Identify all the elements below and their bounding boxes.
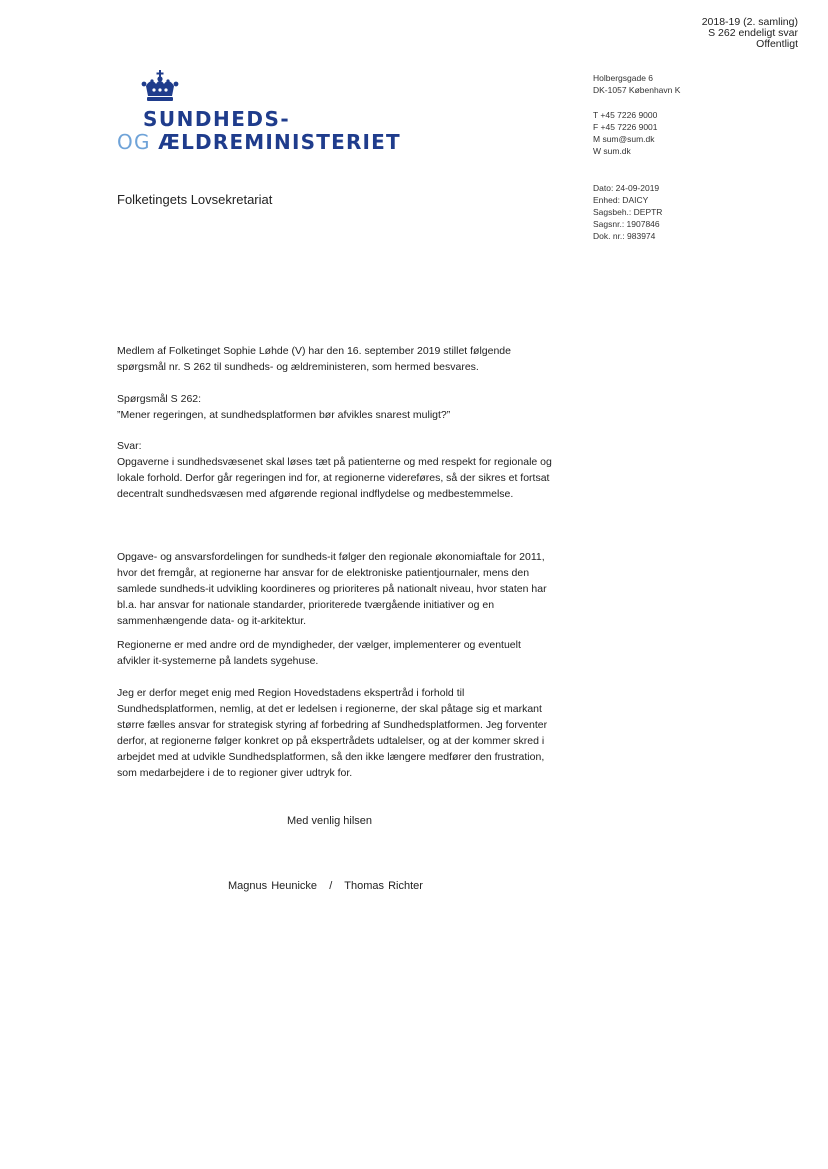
closing-greeting: Med venlig hilsen <box>287 815 372 827</box>
question-text: ”Mener regeringen, at sundhedsplatformen bør afvikles snarest muligt?” <box>117 409 451 421</box>
answer-paragraph-2-wrap <box>117 549 557 629</box>
address-street: Holbergsgade 6 <box>593 73 654 83</box>
answer-label: Svar: <box>117 440 142 452</box>
meta-handler: Sagsbeh.: DEPTR <box>593 207 663 217</box>
stamp-session: 2018-19 (2. samling) <box>701 16 798 28</box>
answer-paragraph-2: Opgave- og ansvarsfordelingen for sundheds-it følger den regionale økonomiaftale for 2011, hvor det fremgår, at regionerne har ansvar for de elektroniske patientjournaler, mens den samlede sundheds-it udvikling koordineres og prioriteres på nationalt niveau, hvor staten har bl.a. har ansvar for nationale standarder, prioriterede tværgående initiativer og en sammenhængende data- og it-arkitektur. <box>117 551 547 627</box>
logo-og-prefix: OG <box>117 130 159 154</box>
logo-text-line1: SUNDHEDS- <box>143 107 291 131</box>
intro-paragraph: Medlem af Folketinget Sophie Løhde (V) har den 16. september 2019 stillet følgende spørgsmål nr. S 262 til sundheds- og ældreministeren, som hermed besvares. <box>117 345 511 373</box>
stamp-visibility: Offentligt <box>756 38 798 50</box>
address-city: DK-1057 København K <box>593 85 681 95</box>
question-block <box>117 391 557 423</box>
contact-mail: M sum@sum.dk <box>593 134 655 144</box>
logo-ministry-name: ÆLDREMINISTERIET <box>158 130 401 154</box>
document-stamp <box>702 17 798 50</box>
answer-paragraph-1: Opgaverne i sundhedsvæsenet skal løses tæt på patienterne og med respekt for regionale og lokale forhold. Derfor går regeringen ind for, at regionerne videreføres, så der sikres et fortsat decentralt sundhedsvæsen med afgørende regional indflydelse og medbestemmelse. <box>117 456 552 500</box>
logo-text-line2 <box>117 130 401 154</box>
body-intro <box>117 343 557 375</box>
meta-doc-number: Dok. nr.: 983974 <box>593 231 656 241</box>
signer-official: Thomas Richter <box>344 880 423 892</box>
case-meta-block <box>593 182 662 242</box>
signer-minister: Magnus Heunicke <box>228 880 318 892</box>
answer-block <box>117 438 557 502</box>
meta-unit: Enhed: DAICY <box>593 195 649 205</box>
meta-case-number: Sagsnr.: 1907846 <box>593 219 660 229</box>
contact-fax: F +45 7226 9001 <box>593 122 658 132</box>
crown-icon <box>140 70 180 106</box>
answer-paragraph-4: Jeg er derfor meget enig med Region Hovedstadens ekspertråd i forhold til Sundhedsplatformen, nemlig, at det er ledelsen i regionerne, der skal påtage sig et markant større fælles ansvar for strategisk styring af forbedring af Sundhedsplatformen. Jeg forventer derfor, at regionerne følger konkret op på ekspertrådets udtalelser, og at der kommer skred i arbejdet med at udvikle Sundhedsplatformen, så den ikke længere medfører den frustration, som medarbejdere i de to regioner giver udtryk for. <box>117 687 548 779</box>
meta-date: Dato: 24-09-2019 <box>593 183 660 193</box>
answer-paragraph-4-wrap <box>117 685 557 781</box>
signatories <box>228 880 423 892</box>
recipient: Folketingets Lovsekretariat <box>117 192 273 207</box>
answer-paragraph-3-wrap <box>117 637 557 669</box>
contact-web: W sum.dk <box>593 146 631 156</box>
answer-paragraph-3: Regionerne er med andre ord de myndigheder, der vælger, implementerer og eventuelt afvikler it-systemerne på landets sygehuse. <box>117 639 521 667</box>
signer-separator: / <box>329 880 333 892</box>
contact-phone: T +45 7226 9000 <box>593 110 658 120</box>
contact-block <box>593 109 658 157</box>
address-block <box>593 72 680 96</box>
stamp-answer-ref: S 262 endeligt svar <box>708 27 798 39</box>
question-label: Spørgsmål S 262: <box>117 393 202 405</box>
